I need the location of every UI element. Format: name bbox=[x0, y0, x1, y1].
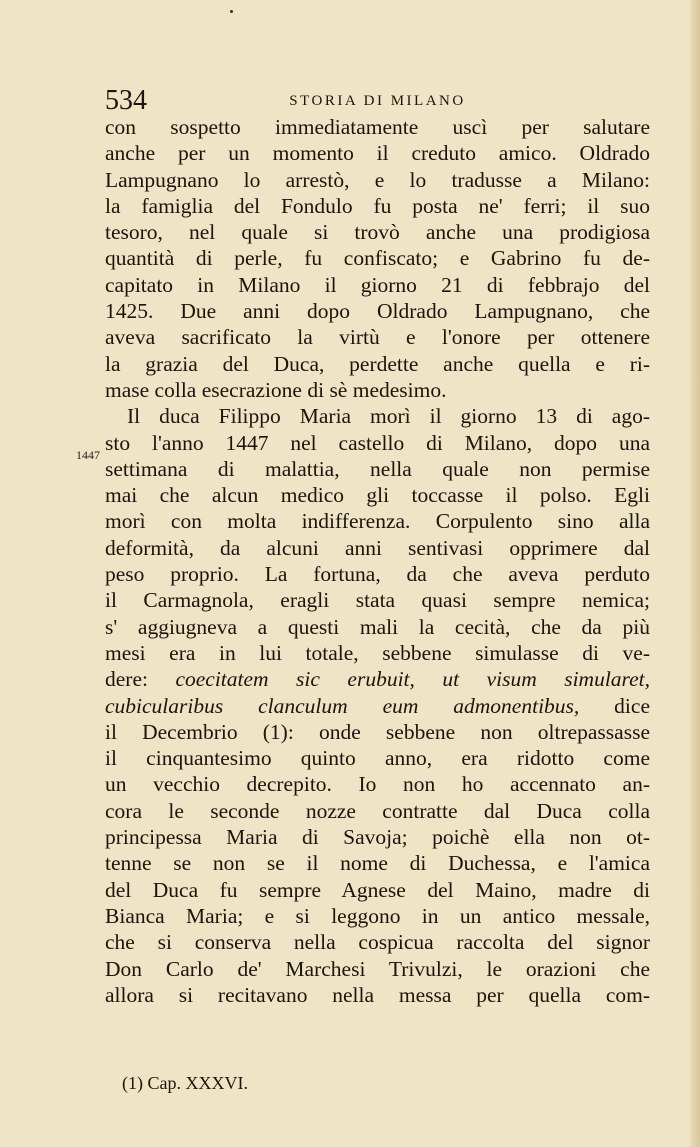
text-line: il Decembrio (1): onde sebbene non oltrepassasse bbox=[105, 719, 650, 744]
text-line: il Carmagnola, eragli stata quasi sempre nemica; bbox=[105, 588, 650, 613]
text-line: anche per un momento il creduto amico. Oldrado bbox=[105, 141, 650, 166]
text-line: capitato in Milano il giorno 21 di febbrajo del bbox=[105, 272, 650, 297]
text-line: con sospetto immediatamente uscì per salutare bbox=[105, 115, 650, 139]
text-line: settimana di malattia, nella quale non permise bbox=[105, 456, 650, 481]
paper-speck bbox=[230, 10, 233, 13]
roman-text: dere: bbox=[105, 667, 176, 692]
page-number: 534 bbox=[105, 85, 147, 116]
text-line: la grazia del Duca, perdette anche quella e ri- bbox=[105, 351, 650, 376]
footnote: (1) Cap. XXXVI. bbox=[122, 1073, 248, 1093]
text-line: sto l'anno 1447 nel castello di Milano, dopo una bbox=[105, 430, 650, 455]
text-line: Bianca Maria; e si leggono in un antico messale, bbox=[105, 903, 650, 928]
text-line: peso proprio. La fortuna, da che aveva perduto bbox=[105, 562, 650, 587]
text-line bbox=[105, 693, 650, 719]
text-line: il cinquantesimo quinto anno, era ridotto come bbox=[105, 746, 650, 771]
margin-year-note: 1447 bbox=[76, 448, 100, 462]
page-edge bbox=[690, 0, 700, 1147]
text-line: aveva sacrificato la virtù e l'onore per ottenere bbox=[105, 325, 650, 350]
text-line: Don Carlo de' Marchesi Trivulzi, le orazioni che bbox=[105, 956, 650, 981]
text-line: principessa Maria di Savoja; poichè ella non ot- bbox=[105, 825, 650, 850]
text-line: mesi era in lui totale, sebbene simulasse di ve- bbox=[105, 640, 650, 665]
text-line: del Duca fu sempre Agnese del Maino, madre di bbox=[105, 877, 650, 902]
text-line: cora le seconde nozze contratte dal Duca colla bbox=[105, 798, 650, 823]
text-line: quantità di perle, fu confiscato; e Gabrino fu de- bbox=[105, 246, 650, 271]
text-line: mai che alcun medico gli toccasse il polso. Egli bbox=[105, 483, 650, 508]
text-line: che si conserva nella cospicua raccolta del signor bbox=[105, 930, 650, 955]
text-line: 1425. Due anni dopo Oldrado Lampugnano, che bbox=[105, 299, 650, 324]
text-line: tenne se non se il nome di Duchessa, e l'amica bbox=[105, 851, 650, 876]
text-line: morì con molta indifferenza. Corpulento sino alla bbox=[105, 509, 650, 534]
latin-quote: cubicularibus clanculum eum admonentibus, bbox=[105, 693, 580, 718]
text-line: s' aggiugneva a questi mali la cecità, che da più bbox=[105, 614, 650, 639]
running-title: STORIA DI MILANO bbox=[289, 93, 466, 109]
text-line bbox=[105, 666, 650, 692]
text-line: Il duca Filippo Maria morì il giorno 13 di ago- bbox=[127, 404, 650, 429]
latin-quote: coecitatem sic erubuit, ut visum simularet, bbox=[175, 667, 651, 692]
text-line: tesoro, nel quale si trovò anche una prodigiosa bbox=[105, 220, 650, 245]
text-line: la famiglia del Fondulo fu posta ne' ferri; il suo bbox=[105, 193, 650, 218]
text-line: allora si recitavano nella messa per quella com- bbox=[105, 982, 650, 1007]
body-text bbox=[105, 114, 650, 1008]
text-line: mase colla esecrazione di sè medesimo. bbox=[105, 377, 447, 402]
roman-text: dice bbox=[579, 693, 650, 718]
page-header bbox=[105, 84, 650, 118]
text-line: un vecchio decrepito. Io non ho accennato an- bbox=[105, 772, 650, 797]
text-line: Lampugnano lo arrestò, e lo tradusse a Milano: bbox=[105, 167, 650, 192]
text-line: deformità, da alcuni anni sentivasi opprimere dal bbox=[105, 535, 650, 560]
